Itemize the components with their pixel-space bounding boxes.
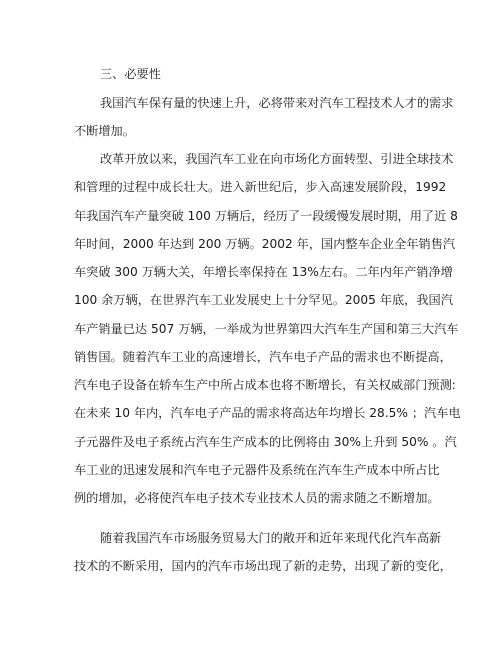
paragraph-line: 技术的不断采用，国内的汽车市场出现了新的走势，出现了新的变化， <box>74 559 452 573</box>
paragraph-line: 在未来 10 年内，汽车电子产品的需求将高达年均增长 28.5% ；汽车电 <box>74 406 461 420</box>
paragraph-line: 和管理的过程中成长壮大。进入新世纪后，步入高速发展阶段，1992 <box>74 180 447 194</box>
paragraph-line: 我国汽车保有量的快速上升，必将带来对汽车工程技术人才的需求 <box>100 96 454 110</box>
section-heading: 三、必要性 <box>100 67 161 81</box>
paragraph-line: 不断增加。 <box>74 124 135 138</box>
paragraph-line: 改革开放以来，我国汽车工业在向市场化方面转型、引进全球技术 <box>100 152 454 166</box>
paragraph-line: 100 余万辆，在世界汽车工业发展史上十分罕见。2005 年底，我国汽 <box>74 293 453 307</box>
paragraph-line: 车工业的迅速发展和汽车电子元器件及系统在汽车生产成本中所占比 <box>74 463 440 477</box>
paragraph-line: 车产销量已达 507 万辆，一举成为世界第四大汽车生产国和第三大汽车 <box>74 322 459 336</box>
paragraph-line: 车突破 300 万辆大关，年增长率保持在 13%左右。二年内年产销净增 <box>74 265 453 279</box>
paragraph-line: 例的增加，必将使汽车电子技术专业技术人员的需求随之不断增加。 <box>74 491 440 505</box>
paragraph-line: 子元器件及电子系统占汽车生产成本的比例将由 30%上升到 50% 。汽 <box>74 435 457 449</box>
paragraph-line: 随着我国汽车市场服务贸易大门的敞开和近年来现代化汽车高新 <box>100 531 442 545</box>
paragraph-line: 销售国。随着汽车工业的高速增长，汽车电子产品的需求也不断提高， <box>74 350 452 364</box>
paragraph-line: 年我国汽车产量突破 100 万辆后，经历了一段缓慢发展时期，用了近 8 <box>74 209 458 223</box>
paragraph-line: 年时间，2000 年达到 200 万辆。2002 年，国内整车企业全年销售汽 <box>74 237 456 251</box>
paragraph-line: 汽车电子设备在轿车生产中所占成本也将不断增长，有关权威部门预测: <box>74 378 456 392</box>
